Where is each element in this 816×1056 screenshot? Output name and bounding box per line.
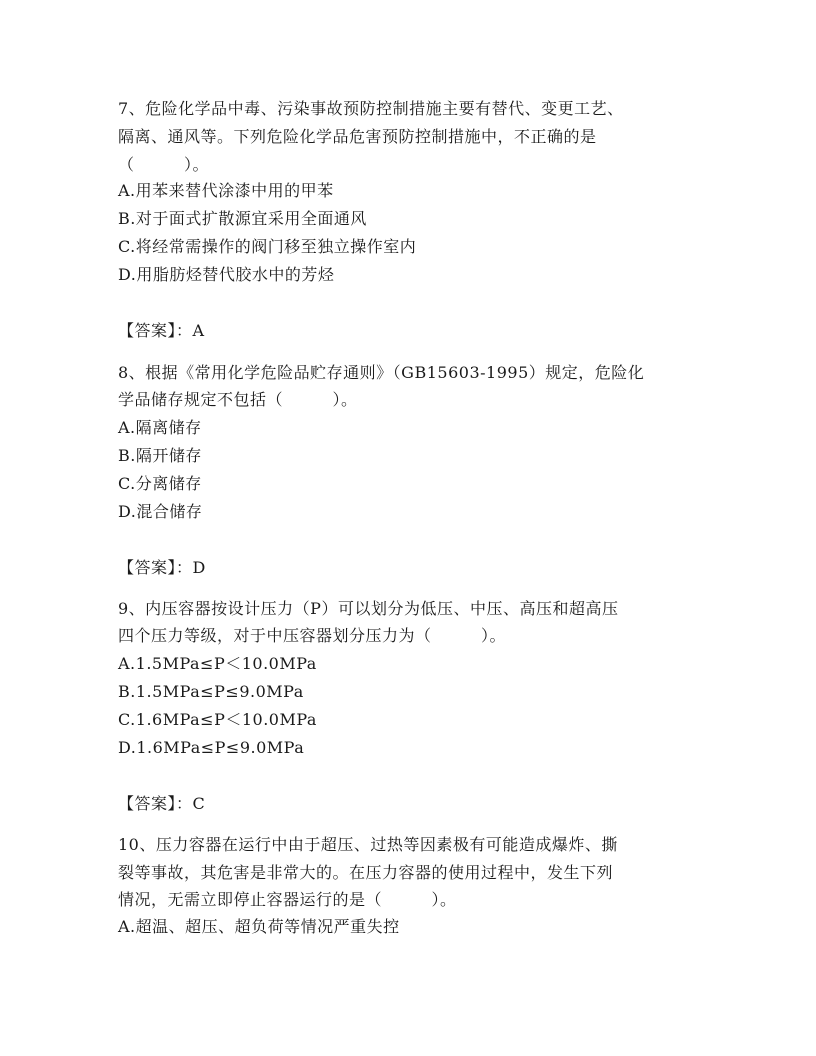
q9-option-c: C.1.6MPa≤P＜10.0MPa <box>118 710 317 729</box>
q7-answer: 【答案】：A <box>118 321 205 340</box>
q9-answer: 【答案】：C <box>118 794 206 813</box>
q7-option-b: B.对于面式扩散源宜采用全面通风 <box>118 209 367 228</box>
q10-stem-line-3: 情况，无需立即停止容器运行的是（ ）。 <box>118 890 457 909</box>
q8-option-c: C.分离储存 <box>118 474 202 493</box>
q9-stem-line-2: 四个压力等级，对于中压容器划分压力为（ ）。 <box>118 626 507 645</box>
q9-option-d: D.1.6MPa≤P≤9.0MPa <box>118 738 305 757</box>
q9-stem-line-1: 9、内压容器按设计压力（P）可以划分为低压、中压、高压和超高压 <box>118 599 619 618</box>
q10-stem-line-1: 10、压力容器在运行中由于超压、过热等因素极有可能造成爆炸、撕 <box>118 835 618 854</box>
q7-stem-line-2: 隔离、通风等。下列危险化学品危害预防控制措施中，不正确的是 <box>118 127 597 146</box>
q8-answer: 【答案】：D <box>118 558 206 577</box>
q8-stem-line-2: 学品储存规定不包括（ ）。 <box>118 390 358 409</box>
q10-option-a: A.超温、超压、超负荷等情况严重失控 <box>118 917 400 936</box>
q8-stem-line-1: 8、根据《常用化学危险品贮存通则》（GB15603-1995）规定，危险化 <box>118 363 645 382</box>
q8-option-a: A.隔离储存 <box>118 418 202 437</box>
q10-stem-line-2: 裂等事故，其危害是非常大的。在压力容器的使用过程中，发生下列 <box>118 863 614 882</box>
q7-option-a: A.用苯来替代涂漆中用的甲苯 <box>118 181 334 200</box>
q9-option-a: A.1.5MPa≤P＜10.0MPa <box>118 654 317 673</box>
q7-stem-line-3: （ ）。 <box>118 155 210 174</box>
q7-option-c: C.将经常需操作的阀门移至独立操作室内 <box>118 237 417 256</box>
q7-stem-line-1: 7、危险化学品中毒、污染事故预防控制措施主要有替代、变更工艺、 <box>118 99 624 118</box>
q8-option-d: D.混合储存 <box>118 502 203 521</box>
q9-option-b: B.1.5MPa≤P≤9.0MPa <box>118 682 304 701</box>
q7-option-d: D.用脂肪烃替代胶水中的芳烃 <box>118 265 335 284</box>
q8-option-b: B.隔开储存 <box>118 446 202 465</box>
